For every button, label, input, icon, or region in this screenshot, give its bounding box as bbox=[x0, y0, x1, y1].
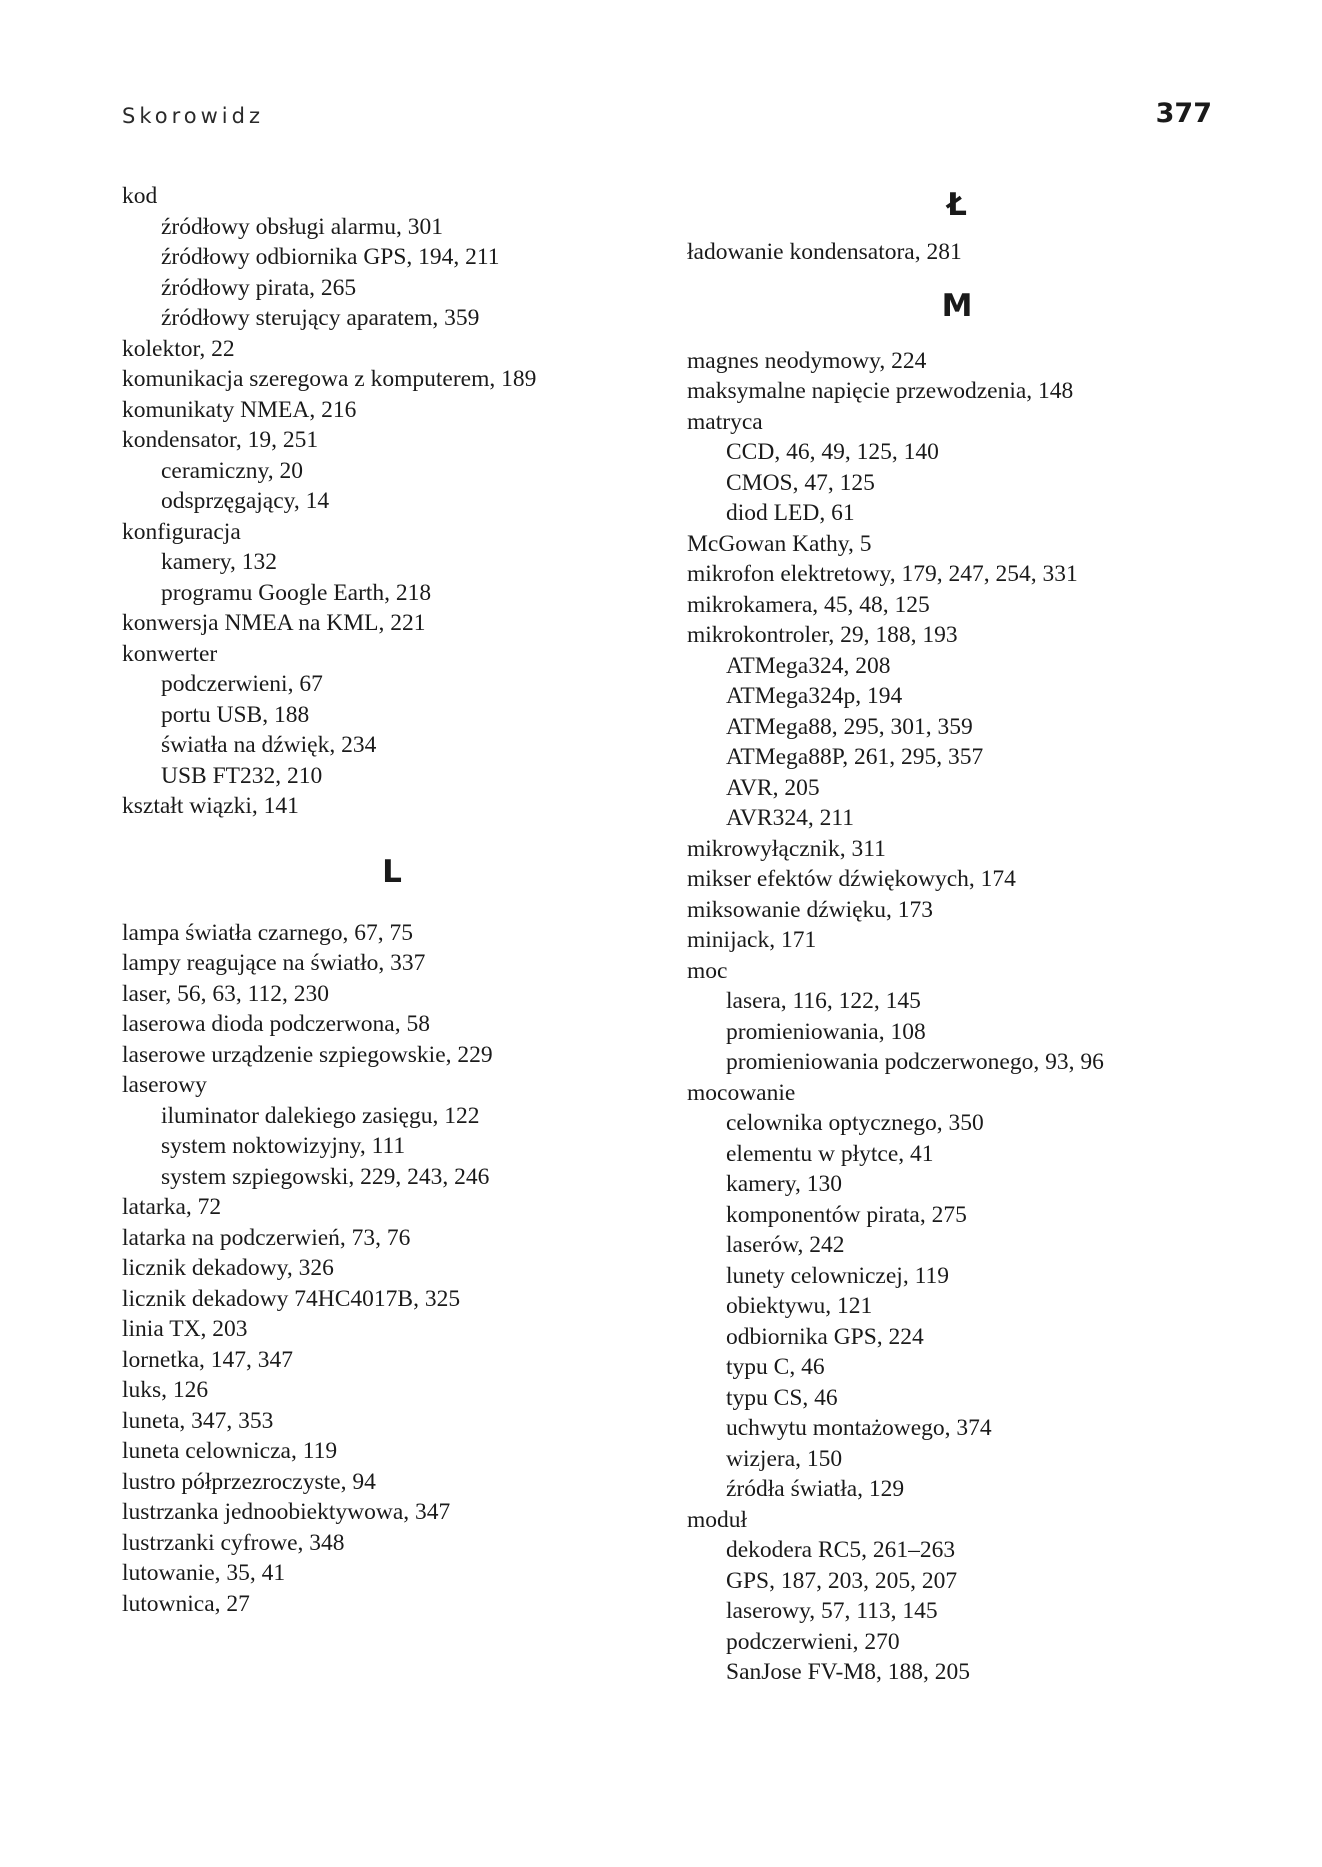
index-entry: mikrofon elektretowy, 179, 247, 254, 331 bbox=[687, 561, 1078, 587]
index-subentry: odsprzęgający, 14 bbox=[161, 488, 330, 514]
index-subentry: promieniowania, 108 bbox=[726, 1018, 926, 1045]
index-subentry: światła na dźwięk, 234 bbox=[161, 732, 377, 758]
index-subentry: laserowy, 57, 113, 145 bbox=[726, 1598, 938, 1624]
index-entry: maksymalne napięcie przewodzenia, 148 bbox=[687, 378, 1074, 404]
index-entry: luneta, 347, 353 bbox=[122, 1407, 274, 1434]
index-entry: mikser efektów dźwiękowych, 174 bbox=[687, 866, 1016, 892]
index-subentry: portu USB, 188 bbox=[161, 701, 310, 728]
index-entry: lutownica, 27 bbox=[122, 1590, 250, 1617]
index-subentry: programu Google Earth, 218 bbox=[161, 579, 432, 606]
section-letter-l: L bbox=[382, 853, 402, 890]
index-subentry: komponentów pirata, 275 bbox=[726, 1201, 967, 1228]
index-block-l-stroke bbox=[687, 237, 1287, 268]
index-entry: luneta celownicza, 119 bbox=[122, 1438, 338, 1464]
index-subentry: podczerwieni, 270 bbox=[726, 1628, 900, 1655]
index-entry: kształt wiązki, 141 bbox=[122, 793, 299, 819]
index-entry: minijack, 171 bbox=[687, 927, 817, 953]
index-subentry: SanJose FV-M8, 188, 205 bbox=[726, 1659, 970, 1685]
index-entry: mikrowyłącznik, 311 bbox=[687, 835, 886, 862]
index-entry: latarka, 72 bbox=[122, 1194, 222, 1220]
index-entry: kod bbox=[122, 183, 158, 209]
index-entry: laser, 56, 63, 112, 230 bbox=[122, 980, 330, 1007]
index-subentry: źródłowy obsługi alarmu, 301 bbox=[161, 213, 443, 240]
index-entry: lampy reagujące na światło, 337 bbox=[122, 950, 426, 976]
index-subentry: ATMega88, 295, 301, 359 bbox=[726, 713, 973, 740]
index-subentry: ceramiczny, 20 bbox=[161, 457, 304, 484]
index-subentry: AVR, 205 bbox=[726, 774, 820, 801]
index-block-m bbox=[687, 346, 1287, 1688]
index-subentry: CCD, 46, 49, 125, 140 bbox=[726, 439, 939, 465]
index-subentry: laserów, 242 bbox=[726, 1232, 845, 1258]
index-entry: konfiguracja bbox=[122, 518, 241, 545]
index-subentry: CMOS, 47, 125 bbox=[726, 469, 875, 496]
index-subentry: kamery, 132 bbox=[161, 549, 277, 575]
index-entry: licznik dekadowy, 326 bbox=[122, 1255, 334, 1281]
index-subentry: elementu w płytce, 41 bbox=[726, 1140, 934, 1167]
index-entry: mocowanie bbox=[687, 1079, 796, 1106]
index-entry: matryca bbox=[687, 408, 763, 435]
index-subentry: GPS, 187, 203, 205, 207 bbox=[726, 1567, 958, 1594]
index-subentry: źródłowy sterujący aparatem, 359 bbox=[161, 305, 480, 331]
index-entry: lornetka, 147, 347 bbox=[122, 1346, 293, 1373]
index-entry: moduł bbox=[687, 1506, 748, 1533]
index-subentry: diod LED, 61 bbox=[726, 500, 855, 526]
index-entry: ładowanie kondensatora, 281 bbox=[687, 239, 962, 265]
index-subentry: ATMega88P, 261, 295, 357 bbox=[726, 744, 984, 770]
page-number: 377 bbox=[1155, 98, 1212, 129]
index-entry: laserowe urządzenie szpiegowskie, 229 bbox=[122, 1041, 493, 1068]
index-entry: moc bbox=[687, 957, 728, 984]
index-subentry: kamery, 130 bbox=[726, 1171, 842, 1197]
index-column-right bbox=[687, 181, 1287, 1688]
index-subentry: typu CS, 46 bbox=[726, 1384, 838, 1411]
section-letter-l-stroke: Ł bbox=[947, 187, 967, 223]
index-entry: lustro półprzezroczyste, 94 bbox=[122, 1468, 376, 1495]
index-subentry: typu C, 46 bbox=[726, 1354, 825, 1380]
index-subentry: źródłowy odbiornika GPS, 194, 211 bbox=[161, 244, 500, 270]
index-entry: linia TX, 203 bbox=[122, 1316, 248, 1342]
index-subentry: dekodera RC5, 261–263 bbox=[726, 1537, 956, 1563]
index-entry: lustrzanki cyfrowe, 348 bbox=[122, 1529, 345, 1556]
index-subentry: lasera, 116, 122, 145 bbox=[726, 988, 921, 1014]
index-subentry: lunety celowniczej, 119 bbox=[726, 1262, 949, 1289]
index-subentry: celownika optycznego, 350 bbox=[726, 1110, 984, 1136]
index-subentry: ATMega324, 208 bbox=[726, 652, 891, 679]
index-entry: komunikaty NMEA, 216 bbox=[122, 396, 357, 423]
index-subentry: wizjera, 150 bbox=[726, 1445, 843, 1472]
index-subentry: obiektywu, 121 bbox=[726, 1293, 873, 1319]
index-entry: konwerter bbox=[122, 640, 218, 667]
index-entry: laserowa dioda podczerwona, 58 bbox=[122, 1011, 430, 1037]
index-block-k bbox=[122, 181, 722, 822]
index-subentry: iluminator dalekiego zasięgu, 122 bbox=[161, 1102, 480, 1129]
index-entry: mikrokamera, 45, 48, 125 bbox=[687, 591, 930, 618]
index-block-l bbox=[122, 918, 722, 1620]
section-letter-m: M bbox=[941, 287, 973, 324]
index-entry: lampa światła czarnego, 67, 75 bbox=[122, 919, 414, 946]
index-subentry: źródłowy pirata, 265 bbox=[161, 274, 357, 301]
index-column-left bbox=[122, 181, 722, 1619]
index-subentry: system noktowizyjny, 111 bbox=[161, 1133, 406, 1159]
index-entry: latarka na podczerwień, 73, 76 bbox=[122, 1224, 411, 1251]
index-entry: lustrzanka jednoobiektywowa, 347 bbox=[122, 1499, 451, 1525]
index-entry: kondensator, 19, 251 bbox=[122, 427, 319, 453]
index-entry: mikrokontroler, 29, 188, 193 bbox=[687, 622, 958, 648]
index-subentry: ATMega324p, 194 bbox=[726, 683, 903, 709]
index-entry: McGowan Kathy, 5 bbox=[687, 530, 872, 557]
index-entry: licznik dekadowy 74HC4017B, 325 bbox=[122, 1285, 461, 1312]
index-subentry: promieniowania podczerwonego, 93, 96 bbox=[726, 1049, 1104, 1075]
index-subentry: system szpiegowski, 229, 243, 246 bbox=[161, 1163, 490, 1190]
index-subentry: podczerwieni, 67 bbox=[161, 671, 323, 697]
index-entry: miksowanie dźwięku, 173 bbox=[687, 896, 934, 923]
index-entry: magnes neodymowy, 224 bbox=[687, 347, 927, 374]
index-entry: laserowy bbox=[122, 1072, 207, 1098]
running-head: Skorowidz bbox=[122, 104, 264, 128]
index-subentry: uchwytu montażowego, 374 bbox=[726, 1415, 992, 1441]
index-entry: konwersja NMEA na KML, 221 bbox=[122, 610, 426, 636]
index-entry: luks, 126 bbox=[122, 1377, 209, 1403]
index-subentry: USB FT232, 210 bbox=[161, 762, 323, 789]
index-entry: kolektor, 22 bbox=[122, 335, 235, 362]
index-subentry: źródła światła, 129 bbox=[726, 1476, 905, 1502]
index-subentry: odbiornika GPS, 224 bbox=[726, 1323, 924, 1350]
index-entry: lutowanie, 35, 41 bbox=[122, 1560, 286, 1586]
index-subentry: AVR324, 211 bbox=[726, 805, 854, 831]
index-entry: komunikacja szeregowa z komputerem, 189 bbox=[122, 366, 537, 392]
